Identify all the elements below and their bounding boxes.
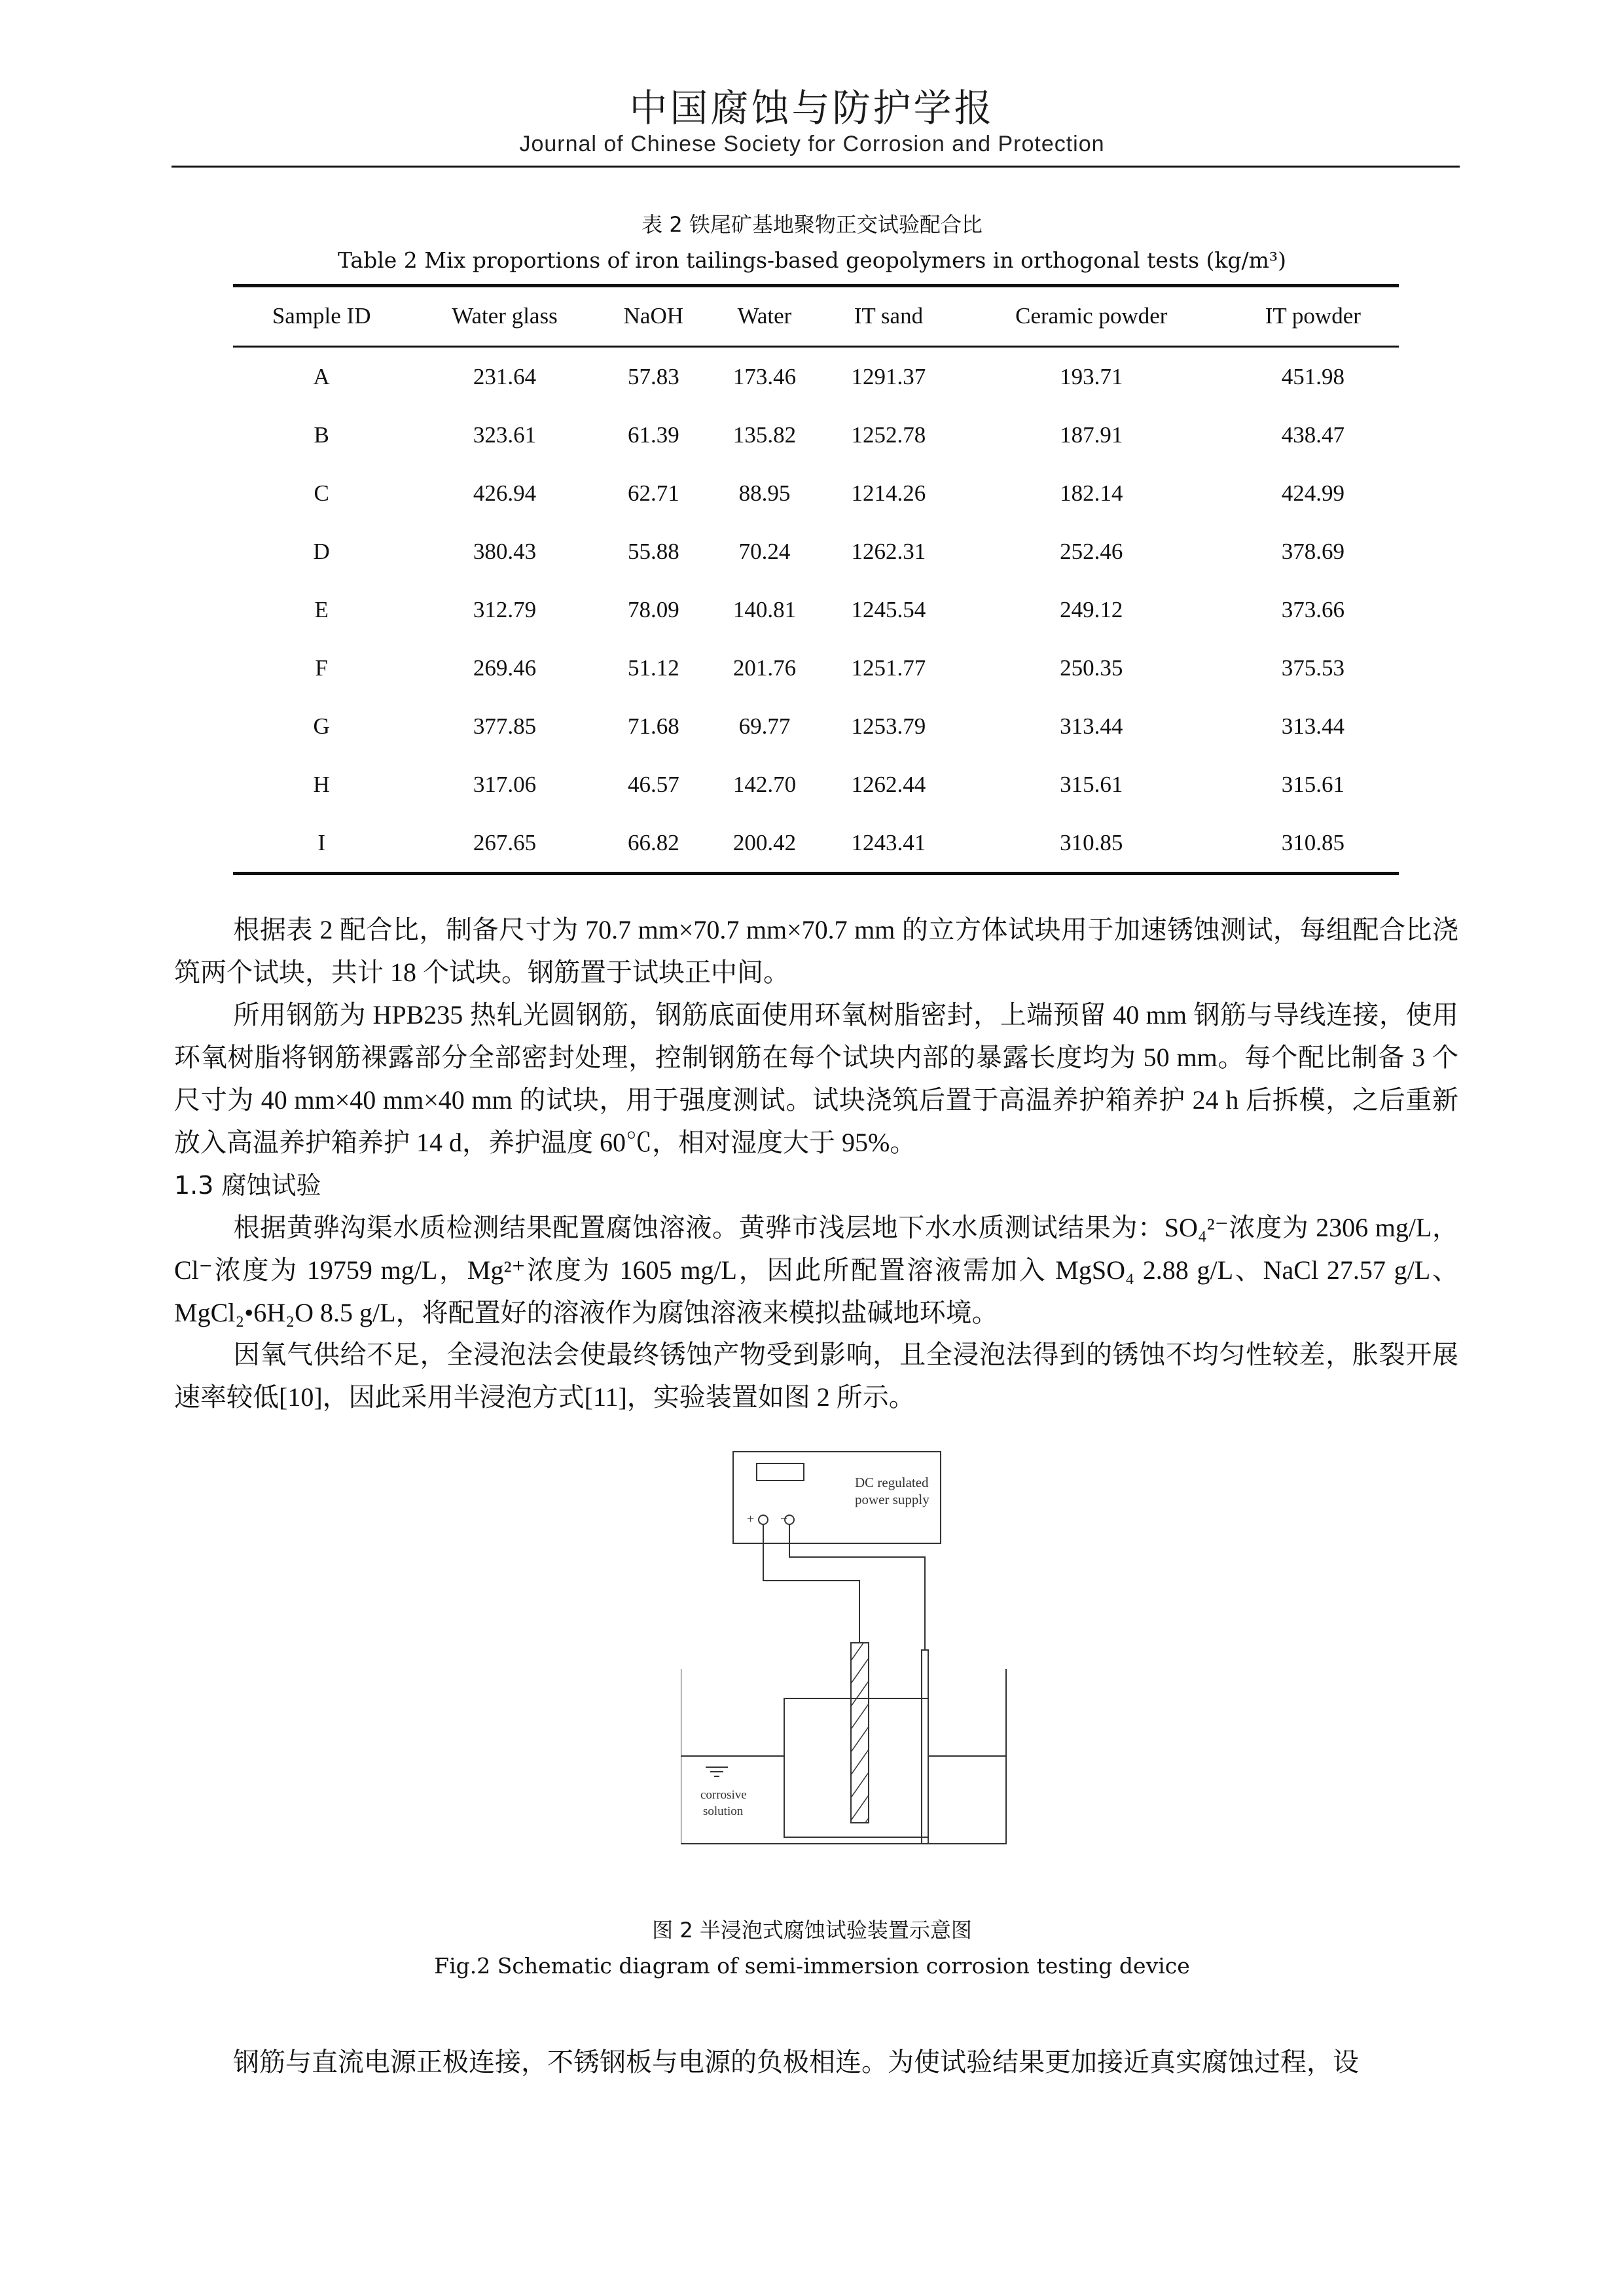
- positive-terminal: [759, 1515, 768, 1524]
- journal-title-zh: 中国腐蚀与防护学报: [629, 86, 995, 130]
- table-cell: 187.91: [1060, 422, 1123, 448]
- sample-id-cell: I: [233, 814, 410, 874]
- table-cell: 173.46: [732, 363, 797, 389]
- sample-id-cell: B: [314, 422, 329, 448]
- column-header: Water glass: [410, 287, 599, 347]
- paragraph-5: [174, 2041, 1458, 2083]
- paragraph-2-text: 所用钢筋为 HPB235 热轧光圆钢筋，钢筋底面使用环氧树脂密封，上端预留 40 mm 钢筋与导线连接，使用环氧树脂将钢筋裸露部分全部密封处理，控制钢筋在每个试块内部的暴露长度均为 50 mm。每个配比制备 3 个尺寸为 40 mm×40 mm×40 mm 的试块，用于强度测试。试块浇筑后置于高温养护箱养护 24 h 后拆模，之后重新放入高温养护箱养护 14 d，养护温度 60℃，相对湿度大于 95%。: [174, 1000, 1458, 1157]
- wire-positive: [763, 1524, 859, 1643]
- table-cell: 71.68: [627, 713, 679, 739]
- column-header: Sample ID: [233, 287, 410, 347]
- table-cell: 310.85: [956, 814, 1227, 874]
- column-header: IT sand: [821, 287, 956, 347]
- table-cell: 380.43: [473, 538, 537, 564]
- table-cell: 66.82: [600, 814, 708, 874]
- table-cell: 135.82: [732, 422, 797, 448]
- table-cell: 46.57: [627, 771, 679, 797]
- table-cell: 438.47: [1281, 422, 1344, 448]
- table-cell: 200.42: [708, 814, 821, 874]
- paragraph-1-text: 根据表 2 配合比，制备尺寸为 70.7 mm×70.7 mm×70.7 mm 的立方体试块用于加速锈蚀测试，每组配合比浇筑两个试块，共计 18 个试块。钢筋置于试块正中间。: [174, 915, 1458, 987]
- table-cell: 182.14: [1060, 480, 1123, 506]
- sample-id-cell: E: [314, 596, 329, 622]
- table-cell: 78.09: [627, 596, 679, 622]
- minus-sign: −: [780, 1512, 788, 1526]
- table-cell: 1252.78: [851, 422, 926, 448]
- journal-title-en: Journal of Chinese Society for Corrosion and Protection: [519, 132, 1105, 156]
- table-cell: 88.95: [738, 480, 791, 506]
- sample-id-cell: H: [313, 771, 330, 797]
- figure-caption-en: Fig.2 Schematic diagram of semi-immersion corrosion testing device: [434, 1953, 1190, 1979]
- paragraph-4: [174, 1333, 1458, 1418]
- section-heading: 1.3 腐蚀试验: [174, 1171, 321, 1200]
- table-body: [233, 347, 1399, 874]
- table-cell: 51.12: [627, 655, 679, 681]
- table-cell: 315.61: [1060, 771, 1123, 797]
- sample-id-cell: G: [313, 713, 330, 739]
- table-row: [233, 347, 1399, 406]
- table-cell: 201.76: [732, 655, 797, 681]
- power-supply-display: [757, 1463, 804, 1480]
- table-row: [233, 639, 1399, 697]
- table-cell: 57.83: [627, 363, 679, 389]
- sample-id-cell: A: [313, 363, 330, 389]
- paragraph-2: [174, 994, 1458, 1164]
- column-header: Water: [708, 287, 821, 347]
- table-cell: 252.46: [1060, 538, 1123, 564]
- table-cell: 267.65: [410, 814, 599, 874]
- table-cell: 140.81: [732, 596, 797, 622]
- power-supply-label-2: power supply: [855, 1492, 929, 1507]
- table-cell: 317.06: [473, 771, 537, 797]
- table-cell: 313.44: [1281, 713, 1344, 739]
- stainless-steel-plate: [922, 1650, 928, 1844]
- table-cell: 70.24: [738, 538, 791, 564]
- mix-proportion-table: [233, 287, 1399, 875]
- sample-id-cell: F: [315, 655, 328, 681]
- column-header: Ceramic powder: [956, 287, 1227, 347]
- table-cell: 312.79: [473, 596, 537, 622]
- table-header-row: [233, 287, 1399, 347]
- table-cell: 269.46: [473, 655, 537, 681]
- table-cell: 377.85: [473, 713, 537, 739]
- header-rule: [171, 166, 1460, 168]
- table-cell: 451.98: [1281, 363, 1344, 389]
- table-cell: 249.12: [1060, 596, 1123, 622]
- table-cell: 55.88: [627, 538, 679, 564]
- table-cell: 426.94: [473, 480, 537, 506]
- table-cell: 142.70: [732, 771, 797, 797]
- table-cell: 1245.54: [851, 596, 926, 622]
- paragraph-3-text: 根据黄骅沟渠水质检测结果配置腐蚀溶液。黄骅市浅层地下水水质测试结果为：SO₄²⁻浓度为 2306 mg/L，Cl⁻浓度为 19759 mg/L，Mg²⁺浓度为 1605 mg/L，因此所配置溶液需加入 MgSO₄ 2.88 g/L、NaCl 27.57 g/L、MgCl₂•6H₂O 8.5 g/L，将配置好的溶液作为腐蚀溶液来模拟盐碱地环境。: [174, 1213, 1458, 1327]
- table-cell: 1251.77: [851, 655, 926, 681]
- table-cell: 310.85: [1227, 814, 1399, 874]
- table-cell: 323.61: [473, 422, 537, 448]
- paragraph-4-text: 因氧气供给不足，全浸泡法会使最终锈蚀产物受到影响，且全浸泡法得到的锈蚀不均匀性较差，胀裂开展速率较低[10]，因此采用半浸泡方式[11]，实验装置如图 2 所示。: [174, 1340, 1458, 1412]
- figure-caption-zh: 图 2 半浸泡式腐蚀试验装置示意图: [652, 1918, 972, 1943]
- column-header: IT powder: [1227, 287, 1399, 347]
- table-cell: 373.66: [1281, 596, 1344, 622]
- table-row: [233, 406, 1399, 464]
- power-supply-label-1: DC regulated: [855, 1475, 929, 1490]
- table-cell: 378.69: [1281, 538, 1344, 564]
- table-cell: 1214.26: [851, 480, 926, 506]
- table-row: [233, 581, 1399, 639]
- table-cell: 231.64: [473, 363, 537, 389]
- sample-id-cell: D: [313, 538, 330, 564]
- steel-rebar: [851, 1643, 869, 1823]
- table-row: [233, 755, 1399, 814]
- table-cell: 424.99: [1281, 480, 1344, 506]
- paragraph-1: [174, 908, 1458, 994]
- table-cell: 1253.79: [851, 713, 926, 739]
- solution-label-1: corrosive: [700, 1788, 747, 1802]
- table-cell: 315.61: [1281, 771, 1344, 797]
- column-header: NaOH: [600, 287, 708, 347]
- sample-id-cell: C: [314, 480, 329, 506]
- table-cell: 1262.31: [851, 538, 926, 564]
- table-row: [233, 464, 1399, 522]
- solution-label-2: solution: [703, 1804, 744, 1818]
- table-cell: 1291.37: [851, 363, 926, 389]
- table-row: [233, 697, 1399, 755]
- table-cell: 69.77: [738, 713, 791, 739]
- table-cell: 375.53: [1281, 655, 1344, 681]
- table-cell: 193.71: [1060, 363, 1123, 389]
- table-cell: 250.35: [1060, 655, 1123, 681]
- table-row: [233, 522, 1399, 581]
- table-row: [233, 814, 1399, 874]
- table-cell: 1243.41: [821, 814, 956, 874]
- table-cell: 1262.44: [851, 771, 926, 797]
- table-cell: 313.44: [1060, 713, 1123, 739]
- table-caption-en: Table 2 Mix proportions of iron tailings-based geopolymers in orthogonal tests (kg/m³): [337, 247, 1287, 273]
- table-caption-zh: 表 2 铁尾矿基地聚物正交试验配合比: [641, 212, 983, 237]
- corrosion-setup-diagram: [681, 1446, 1008, 1846]
- paragraph-3: [174, 1206, 1458, 1334]
- paragraph-5-text: 钢筋与直流电源正极连接，不锈钢板与电源的负极相连。为使试验结果更加接近真实腐蚀过程，设: [233, 2047, 1359, 2077]
- table-cell: 62.71: [627, 480, 679, 506]
- plus-sign: +: [747, 1512, 755, 1526]
- table-cell: 61.39: [627, 422, 679, 448]
